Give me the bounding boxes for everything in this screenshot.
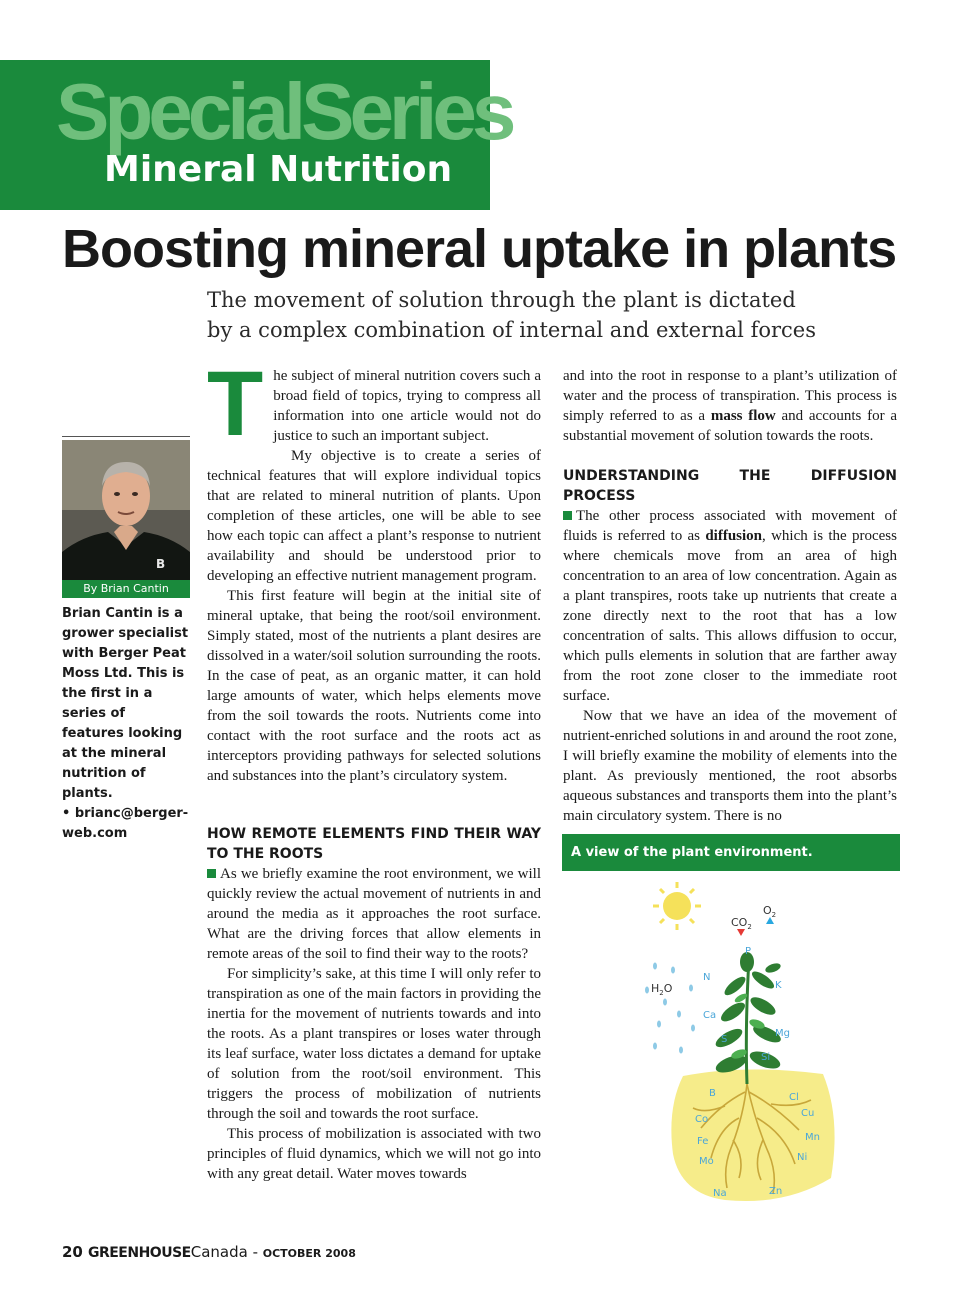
author-bio (62, 604, 190, 844)
paragraph-text: , which is the process where chemicals move from an area of high concentration to an area of low concentration. Again as a plant transpires, roots take up nutrients that create a zone directly next to the root that has a low concentration of salts. This allows diffusion to occur, which pulls elements in solution that are farther away from the root zone closer to the immediate root surface. (563, 528, 897, 704)
h2o-label: $H_2O$ (651, 982, 673, 997)
body-column-2 (563, 366, 897, 826)
magazine-name: GREENHOUSE (87, 1245, 191, 1261)
page-number: 20 (62, 1243, 83, 1261)
label-mn: Mn (805, 1132, 820, 1143)
section-heading: HOW REMOTE ELEMENTS FIND THEIR WAY TO THE ROOTS (207, 826, 541, 862)
label-cl: Cl (789, 1092, 799, 1103)
label-ca: Ca (703, 1010, 717, 1021)
series-title: SpecialSeries (56, 67, 512, 156)
o2-label: $O_2$ (763, 904, 777, 919)
co2-label: $CO_2$ (731, 916, 752, 931)
paragraph: Now that we have an idea of the movement of nutrient-enriched solutions in and around the root zone, I will briefly examine the mobility of elements into the plant. As previously mentioned, the root absorbs aqueous substances and transports them into the plant’s main circulatory system. There is no (563, 708, 897, 824)
label-n: N (703, 972, 711, 983)
label-s: S (721, 1034, 728, 1045)
keyword: diffusion (705, 528, 763, 544)
sidebar-rule (62, 436, 190, 437)
article-deck: The movement of solution through the plant is dictated by a complex combination of internal and external forces (207, 288, 816, 342)
paragraph-text: The other process associated with movement of fluids is referred to as (563, 508, 897, 544)
body-column-1-lower (207, 824, 541, 1184)
author-photo (62, 440, 190, 580)
paragraph: For simplicity’s sake, at this time I will only refer to transpiration as one of the main factors in providing the inertia for the movement of nutrients towards and into the roots. As a plant transpires or loses water through its leaf surface, water loss dictates a demand for uptake of solution from the root/soil environment. This triggers the process of mobilization of nutrients through the soil and towards the root surface. (207, 966, 541, 1122)
keyword: mass flow (710, 408, 776, 424)
body-column-1 (207, 353, 541, 786)
paragraph: This first feature will begin at the initial site of mineral uptake, that being the root/soil environment. Simply stated, most of the nutrients a plant desires are dissolved in a water/soil solution surrounding the roots. In the case of peat, as an organic matter, it can hold large amounts of water, which helps elements move from the soil towards the roots. Nutrients come into contact with the root surface and the roots act as interceptors providing pathways for selected solutions and substances into the plant’s circulatory system. (207, 588, 541, 784)
paragraph: As we briefly examine the root environment, we will quickly review the actual movement of nutrients in and around the media as it approaches the root surface. What are the driving forces that allow elements in remote areas of the soil to find their way to the roots? (207, 866, 541, 962)
sun-icon (653, 882, 701, 930)
paragraph-text: and into the root in response to a plant’s utilization of water and the process of transpiration. This process is simply referred to as a (563, 368, 897, 424)
label-co: Co (695, 1114, 709, 1125)
issue-date: OCTOBER 2008 (262, 1247, 356, 1260)
plant-environment-figure (635, 878, 855, 1208)
series-topic: Mineral Nutrition (104, 149, 453, 190)
paragraph: My objective is to create a series of technical features that will explore individual topics that are related to mineral nutrition of plants. Upon completion of these articles, one will be able to see how each topic can affect a plant’s response to nutrient availability and should be understood prior to developing an effective nutrient management program. (207, 448, 541, 584)
paragraph-text: and accounts for a substantial movement of solution towards the roots. (563, 408, 897, 444)
author-email: • brianc@berger-web.com (62, 806, 189, 841)
magazine-name-suffix: Canada (190, 1243, 248, 1261)
label-ni: Ni (797, 1152, 808, 1163)
footer-separator: - (247, 1243, 263, 1261)
svg-text:B: B (156, 557, 166, 571)
label-cu: Cu (801, 1108, 815, 1119)
label-k: K (775, 980, 782, 991)
author-byline: By Brian Cantin (62, 580, 190, 598)
label-p: P (745, 946, 752, 957)
paragraph: he subject of mineral nutrition covers such a broad field of topics, trying to compress all information into one article would not do justice to such an important subject. (273, 368, 541, 444)
drop-cap: T (207, 353, 264, 455)
section-heading: UNDERSTANDING THE DIFFUSION PROCESS (563, 468, 897, 504)
plant (713, 952, 783, 1084)
author-bio-text: Brian Cantin is a grower specialist with Berger Peat Moss Ltd. This is the first in a series of features looking at the mineral nutrition of plants. (62, 606, 189, 801)
water-droplets-icon (645, 963, 695, 1054)
label-mo: Mo (699, 1156, 714, 1167)
article-headline: Boosting mineral uptake in plants (62, 219, 897, 279)
label-si: Si (761, 1052, 771, 1063)
page-footer (62, 1242, 356, 1261)
paragraph: This process of mobilization is associated with two principles of fluid dynamics, which we will not go into with any great detail. Water moves towards (207, 1126, 541, 1182)
figure-caption: A view of the plant environment. (562, 834, 900, 871)
label-fe: Fe (697, 1136, 709, 1147)
bullet-square-icon (563, 511, 572, 520)
label-na: Na (713, 1188, 727, 1199)
label-mg: Mg (775, 1028, 790, 1039)
bullet-square-icon (207, 869, 216, 878)
label-zn: Zn (769, 1186, 783, 1197)
label-b: B (709, 1088, 716, 1099)
co2-marker-icon (737, 929, 745, 936)
